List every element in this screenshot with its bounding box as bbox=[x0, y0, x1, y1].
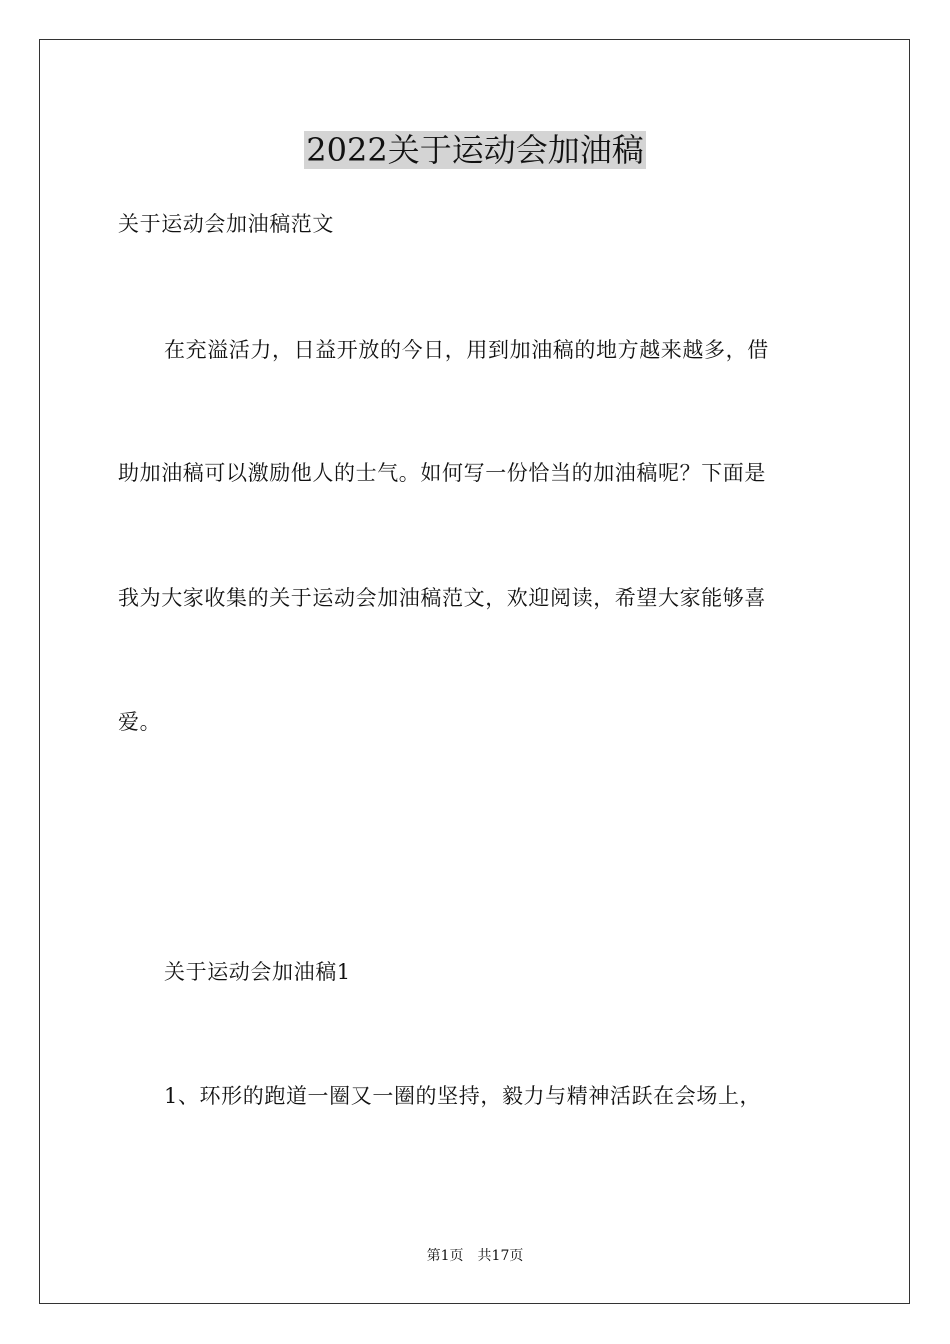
section-heading: 关于运动会加油稿1 bbox=[164, 960, 351, 984]
document-title bbox=[0, 128, 950, 172]
intro-line-3: 我为大家收集的关于运动会加油稿范文，欢迎阅读，希望大家能够喜 bbox=[118, 586, 766, 610]
page-footer: 第1页 共17页 bbox=[426, 1248, 524, 1264]
document-title-text: 2022关于运动会加油稿 bbox=[306, 131, 644, 169]
intro-line-4: 爱。 bbox=[118, 710, 162, 734]
document-subtitle: 关于运动会加油稿范文 bbox=[118, 212, 334, 236]
section-first-line: 1、环形的跑道一圈又一圈的坚持，毅力与精神活跃在会场上， bbox=[164, 1084, 762, 1108]
intro-line-2: 助加油稿可以激励他人的士气。如何写一份恰当的加油稿呢？下面是 bbox=[118, 461, 766, 485]
intro-line-1: 在充溢活力，日益开放的今日，用到加油稿的地方越来越多，借 bbox=[164, 338, 769, 362]
